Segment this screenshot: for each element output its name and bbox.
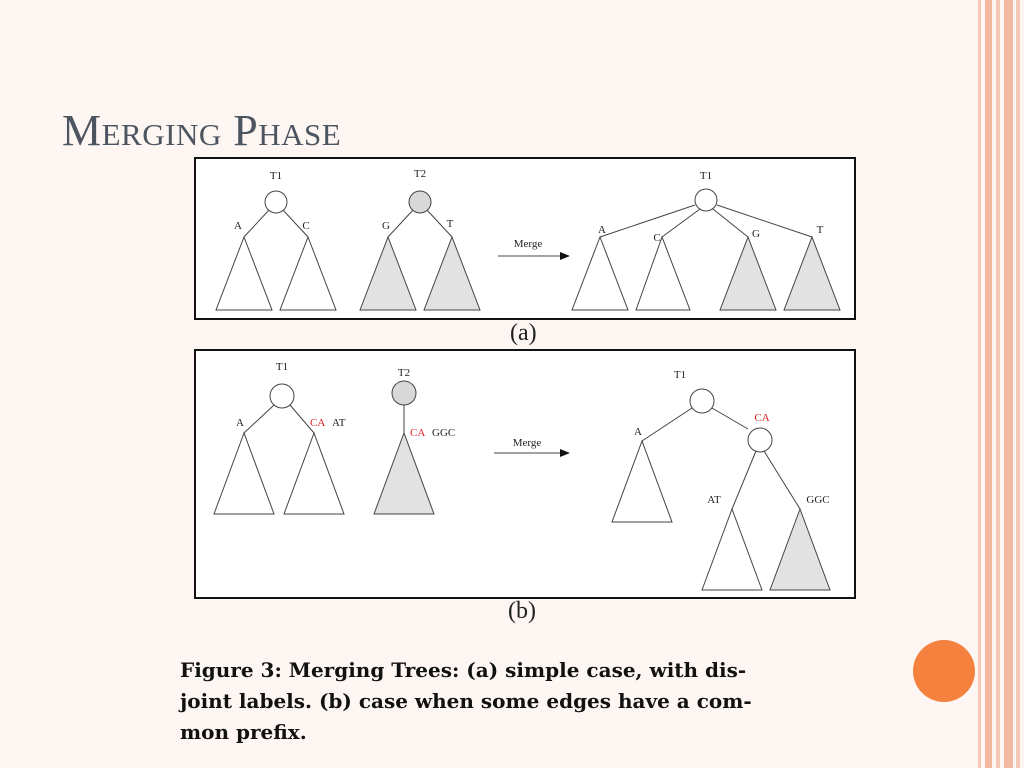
result-mid-edge-label: CA bbox=[754, 412, 770, 424]
result-subright-edge-label: GGC bbox=[806, 494, 830, 506]
slide-title: Merging Phase bbox=[62, 106, 342, 155]
figure-panel-b bbox=[194, 349, 856, 599]
tree2-root-label: T2 bbox=[397, 367, 411, 379]
decor-stripe bbox=[978, 0, 981, 768]
tree-edge bbox=[388, 210, 413, 237]
tree2-edge-prefix: CA bbox=[410, 427, 426, 439]
tree1-right-edge-rest: AT bbox=[332, 417, 346, 429]
result-root-label: T1 bbox=[699, 170, 713, 182]
subtree-triangle bbox=[280, 237, 336, 310]
subtree-triangle bbox=[720, 237, 776, 310]
result-edge-label: A bbox=[598, 224, 606, 236]
merge-label: Merge bbox=[512, 437, 542, 449]
figure-panel-a bbox=[194, 157, 856, 320]
tree-edge bbox=[244, 405, 274, 433]
decor-stripe bbox=[985, 0, 992, 768]
caption-line: joint labels. (b) case when some edges have a com- bbox=[180, 689, 752, 713]
tree2-right-edge-label: T bbox=[446, 218, 454, 230]
caption-line: Figure 3: Merging Trees: (a) simple case, with dis- bbox=[180, 658, 747, 682]
tree2-root-node bbox=[392, 381, 416, 405]
subtree-triangle bbox=[770, 509, 830, 590]
subtree-triangle bbox=[424, 237, 480, 310]
tree1-right-edge-label: C bbox=[302, 220, 310, 232]
subtree-triangle bbox=[284, 433, 344, 514]
tree1-root-label: T1 bbox=[275, 361, 289, 373]
decor-stripe bbox=[1016, 0, 1020, 768]
result-left-edge-label: A bbox=[634, 426, 642, 438]
tree-edge bbox=[600, 205, 695, 237]
subtree-triangle bbox=[612, 441, 672, 522]
tree1-root-label: T1 bbox=[269, 170, 283, 182]
tree-edge bbox=[717, 205, 812, 237]
subtree-triangle bbox=[784, 237, 840, 310]
result-subleft-edge-label: AT bbox=[707, 494, 721, 506]
tree1-root-node bbox=[270, 384, 294, 408]
panel-b-label: (b) bbox=[508, 598, 536, 624]
figure-caption bbox=[180, 655, 870, 748]
tree1-right-edge-prefix: CA bbox=[310, 417, 326, 429]
tree2-root-node bbox=[409, 191, 431, 213]
tree1-left-edge-label: A bbox=[236, 417, 244, 429]
subtree-triangle bbox=[360, 237, 416, 310]
result-edge-label: C bbox=[653, 232, 661, 244]
tree1-left-edge-label: A bbox=[234, 220, 242, 232]
subtree-triangle bbox=[636, 237, 690, 310]
subtree-triangle bbox=[216, 237, 272, 310]
merge-arrow-head bbox=[560, 449, 570, 457]
subtree-triangle bbox=[702, 509, 762, 590]
panel-a-label: (a) bbox=[510, 320, 537, 346]
result-root-node bbox=[695, 189, 717, 211]
result-child-node bbox=[748, 428, 772, 452]
tree1-root-node bbox=[265, 191, 287, 213]
decor-stripe bbox=[996, 0, 1000, 768]
tree-edge bbox=[712, 408, 748, 429]
merge-label: Merge bbox=[513, 238, 543, 250]
tree-edge bbox=[642, 408, 692, 441]
tree2-edge-rest: GGC bbox=[432, 427, 456, 439]
subtree-triangle bbox=[572, 237, 628, 310]
tree-edge bbox=[764, 451, 800, 509]
tree-edge bbox=[662, 209, 700, 237]
tree2-root-label: T2 bbox=[413, 168, 427, 180]
panel-a-diagram bbox=[196, 159, 854, 318]
result-edge-label: T bbox=[816, 224, 824, 236]
subtree-triangle bbox=[374, 433, 434, 514]
result-root-node bbox=[690, 389, 714, 413]
result-root-label: T1 bbox=[673, 369, 687, 381]
merge-arrow-head bbox=[560, 252, 570, 260]
tree-edge bbox=[244, 210, 269, 237]
decor-stripe bbox=[1004, 0, 1013, 768]
subtree-triangle bbox=[214, 433, 274, 514]
panel-b-diagram bbox=[196, 351, 854, 597]
tree-edge bbox=[732, 451, 756, 509]
tree2-left-edge-label: G bbox=[382, 220, 390, 232]
accent-dot bbox=[913, 640, 975, 702]
caption-line: mon prefix. bbox=[180, 720, 307, 744]
result-edge-label: G bbox=[752, 228, 760, 240]
